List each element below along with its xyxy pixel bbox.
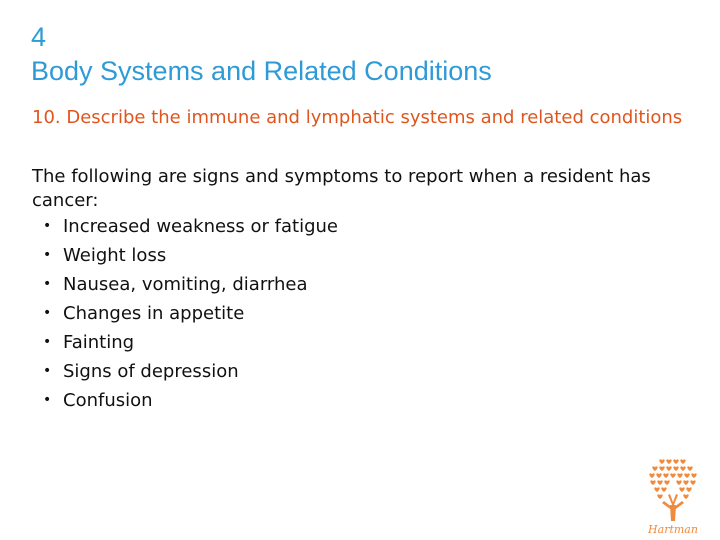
slide-header bbox=[31, 20, 492, 88]
heart-shape bbox=[657, 494, 662, 499]
list-item bbox=[43, 386, 702, 415]
heart-shape bbox=[680, 466, 685, 471]
heart-shape bbox=[673, 466, 678, 471]
heart-shape bbox=[673, 459, 678, 464]
heart-shape bbox=[659, 466, 664, 471]
heart-shape bbox=[649, 473, 654, 478]
heart-shape bbox=[690, 480, 695, 485]
list-item-text: Nausea, vomiting, diarrhea bbox=[63, 274, 308, 295]
heart-shape bbox=[687, 466, 692, 471]
bullet-glyph: • bbox=[43, 363, 52, 379]
heart-shape bbox=[670, 473, 675, 478]
bullet-glyph: • bbox=[43, 334, 52, 350]
heart-shape bbox=[663, 473, 668, 478]
list-item-text: Signs of depression bbox=[63, 361, 239, 382]
list-item bbox=[43, 212, 702, 241]
intro-text: The following are signs and symptoms to report when a resident has cancer: bbox=[32, 166, 651, 211]
heart-shape bbox=[650, 480, 655, 485]
heart-shape bbox=[683, 480, 688, 485]
list-item bbox=[43, 241, 702, 270]
bullet-glyph: • bbox=[43, 247, 52, 263]
list-item-text: Fainting bbox=[63, 332, 135, 353]
list-item bbox=[43, 270, 702, 299]
heart-shape bbox=[686, 487, 691, 492]
heart-shape bbox=[679, 487, 684, 492]
hartman-logo bbox=[638, 455, 708, 535]
chapter-title: Body Systems and Related Conditions bbox=[31, 56, 492, 86]
slide-body bbox=[32, 165, 702, 415]
bullet-glyph: • bbox=[43, 218, 52, 234]
heart-shape bbox=[654, 487, 659, 492]
list-item bbox=[43, 328, 702, 357]
heart-shape bbox=[666, 459, 671, 464]
heart-shape bbox=[680, 459, 685, 464]
list-item-text: Confusion bbox=[63, 390, 153, 411]
heart-shape bbox=[684, 473, 689, 478]
bullet-glyph: • bbox=[43, 305, 52, 321]
bullet-glyph: • bbox=[43, 392, 52, 408]
bullet-glyph: • bbox=[43, 276, 52, 292]
heart-shape bbox=[676, 480, 681, 485]
heart-shape bbox=[659, 459, 664, 464]
learning-objective: 10. Describe the immune and lymphatic systems and related conditions bbox=[32, 107, 683, 128]
chapter-number: 4 bbox=[31, 22, 47, 52]
heart-shape bbox=[656, 473, 661, 478]
heart-shape bbox=[666, 466, 671, 471]
symptom-list bbox=[32, 212, 702, 415]
heart-shape bbox=[677, 473, 682, 478]
heart-shape bbox=[657, 480, 662, 485]
list-item bbox=[43, 357, 702, 386]
heart-shape bbox=[664, 480, 669, 485]
list-item-text: Changes in appetite bbox=[63, 303, 245, 324]
heart-shape bbox=[691, 473, 696, 478]
list-item-text: Increased weakness or fatigue bbox=[63, 216, 339, 237]
list-item bbox=[43, 299, 702, 328]
heart-shape bbox=[661, 487, 666, 492]
tree-of-hearts-icon bbox=[638, 455, 708, 535]
logo-text: Hartman bbox=[648, 523, 698, 535]
list-item-text: Weight loss bbox=[63, 245, 167, 266]
heart-shape bbox=[683, 494, 688, 499]
heart-shape bbox=[652, 466, 657, 471]
